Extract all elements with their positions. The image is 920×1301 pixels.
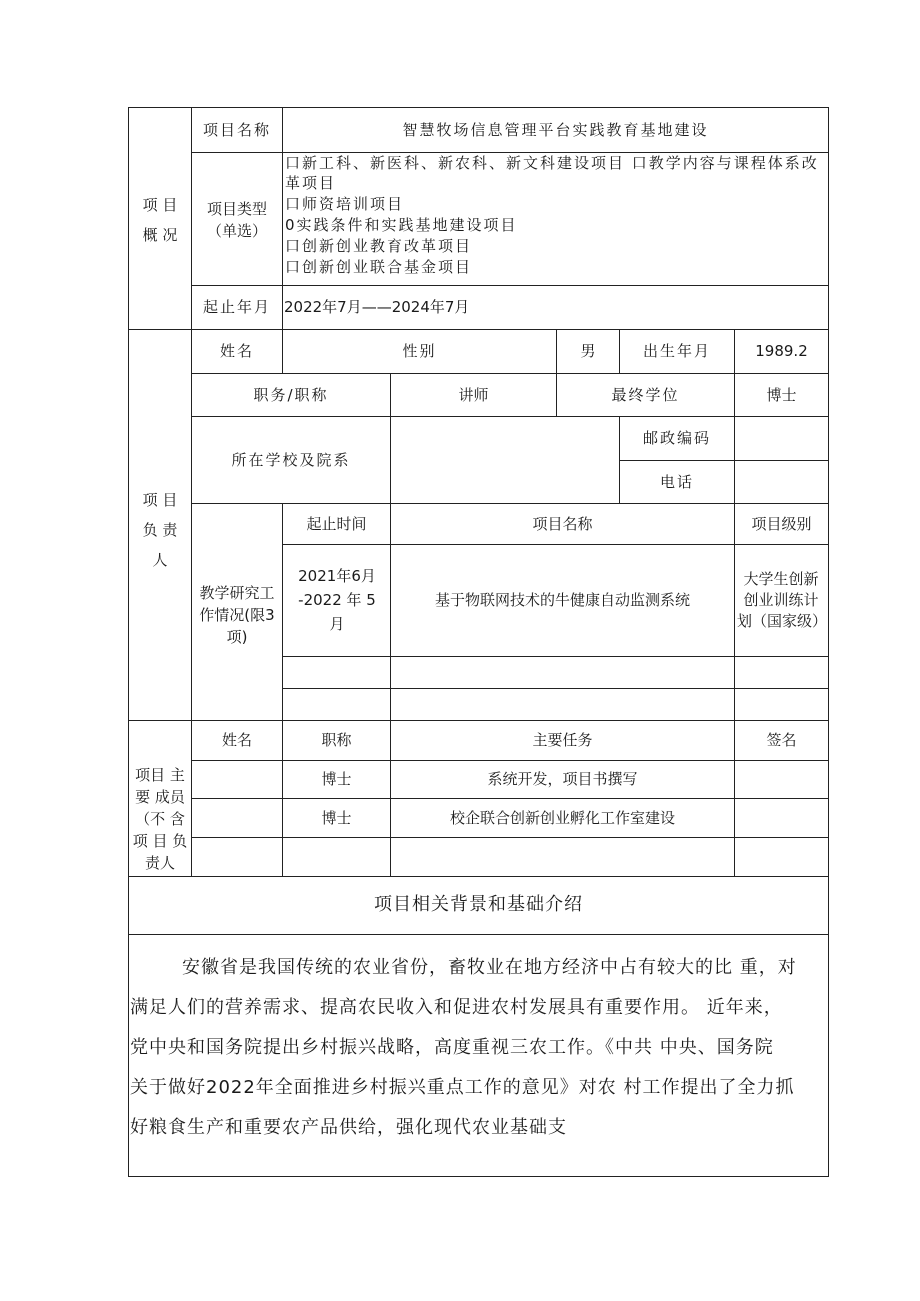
paragraph-line: 好粮食生产和重要农产品供给，强化现代农业基础支: [130, 1117, 567, 1138]
paragraph-line: 关于做好2022年全面推进乡村振兴重点工作的意见》对农 村工作提出了全力抓: [130, 1077, 795, 1098]
table-border-bottom: [128, 1176, 829, 1177]
job-title-value: 讲师: [458, 385, 489, 404]
degree-label: 最终学位: [611, 385, 680, 404]
research-row-time: 2021年6月 -2022 年 5 月: [298, 567, 376, 633]
type-option[interactable]: 口创新创业教育改革项目: [285, 237, 473, 255]
postcode-label: 邮政编码: [642, 429, 711, 448]
table-border-left: [128, 107, 129, 1177]
project-type-label: 项目类型（单选）: [206, 200, 267, 240]
phone-label: 电话: [659, 472, 694, 491]
leader-name-label: 姓名: [219, 342, 254, 361]
research-row-level: 大学生创新创业训练计划（国家级）: [737, 570, 828, 630]
type-option[interactable]: 口创新创业联合基金项目: [285, 258, 473, 276]
row-divider: [128, 934, 829, 935]
research-row-name: 基于物联网技术的牛健康自动监测系统: [434, 591, 690, 610]
type-option: 革项目: [285, 174, 337, 192]
paragraph-line: 满足人们的营养需求、提高农民收入和促进农村发展具有重要作用。 近年来，: [130, 997, 783, 1018]
research-header-name: 项目名称: [532, 514, 593, 533]
leader-section-label: 项 目 负 责 人: [142, 491, 178, 569]
paragraph-line: 安徽省是我国传统的农业省份，畜牧业在地方经济中占有较大的比 重，对: [182, 957, 797, 978]
gender-label: 性别: [402, 342, 437, 361]
background-heading: 项目相关背景和基础介绍: [374, 894, 583, 916]
overview-section-label: 项 目 概 况: [142, 196, 178, 244]
members-section-label: 项目 主 要 成员（不 含项 目 负 责人: [132, 766, 188, 872]
type-option-selected[interactable]: 0实践条件和实践基地建设项目: [285, 216, 518, 234]
research-header-time: 起止时间: [306, 514, 367, 533]
degree-value: 博士: [766, 385, 797, 404]
member-title: 博士: [321, 808, 352, 827]
members-header-title: 职称: [321, 731, 352, 750]
school-label: 所在学校及院系: [231, 450, 351, 469]
member-title: 博士: [321, 770, 352, 789]
gender-value: 男: [580, 342, 596, 361]
row-divider: [282, 688, 829, 689]
member-task: 校企联合创新创业孵化工作室建设: [449, 808, 675, 827]
project-name-label: 项目名称: [202, 120, 271, 139]
col-divider: [734, 416, 735, 503]
member-task: 系统开发，项目书撰写: [487, 770, 638, 789]
type-option[interactable]: 口师资培训项目: [285, 195, 405, 213]
members-header-task: 主要任务: [532, 731, 593, 750]
type-option[interactable]: 口新工科、新医科、新农科、新文科建设项目 口教学内容与课程体系改: [285, 154, 819, 172]
birth-label: 出生年月: [642, 342, 711, 361]
paragraph-line: 党中央和国务院提出乡村振兴战略，高度重视三农工作。《中共 中央、国务院: [130, 1037, 774, 1058]
job-title-label: 职务/职称: [253, 385, 329, 404]
members-header-signature: 签名: [766, 731, 797, 750]
project-name-value: 智慧牧场信息管理平台实践教育基地建设: [402, 120, 709, 139]
birth-value: 1989.2: [755, 342, 808, 361]
row-divider: [282, 656, 829, 657]
period-value: 2022年7月——2024年7月: [284, 298, 470, 317]
research-label: 教学研究工作情况(限3项): [199, 584, 275, 646]
members-header-name: 姓名: [221, 731, 252, 750]
col-divider: [390, 416, 391, 503]
table-border-right: [828, 107, 829, 1177]
research-header-level: 项目级别: [751, 514, 812, 533]
period-label: 起止年月: [202, 298, 271, 317]
